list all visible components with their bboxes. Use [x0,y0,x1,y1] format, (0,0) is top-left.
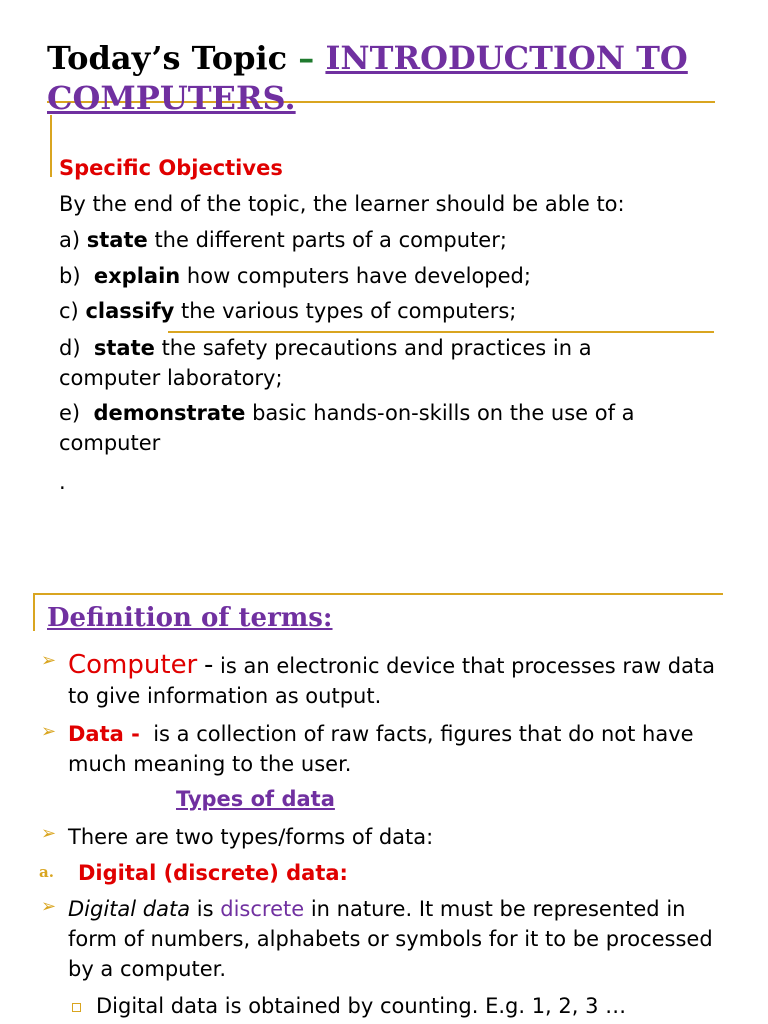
title-topic: INTRODUCTION TO COMPUTERS. [47,39,688,117]
objectives-intro: By the end of the topic, the learner should be able to: [59,192,625,216]
definition-computer [68,650,728,711]
digital-data-is: is [196,897,214,921]
objectives-trailing-period: . [59,470,66,494]
objective-text: the safety precautions and practices in a computer laboratory; [59,336,592,390]
arrow-bullet-icon: ➢ [41,650,57,671]
objective-text: how computers have developed; [186,264,531,288]
arrow-bullet-icon: ➢ [41,721,57,742]
definition-data [68,719,708,779]
digital-data-description [68,894,718,984]
arrow-bullet-icon: ➢ [41,896,57,917]
objective-marker: b) [59,264,81,288]
list-marker-a: a. [39,863,54,881]
objective-verb: state [93,336,155,360]
objectives-heading [59,153,749,183]
objective-item-b [59,261,749,291]
types-of-data-heading: Types of data [176,787,335,811]
objective-marker: e) [59,401,81,425]
objective-text: basic hands-on-skills on the use of a computer [59,401,635,455]
objective-marker: d) [59,336,81,360]
objective-text: the various types of computers; [180,299,517,323]
arrow-bullet-icon: ➢ [41,823,57,844]
objective-verb: explain [93,264,181,288]
page-title [47,38,747,118]
slide2-accent-divider [33,593,35,631]
objective-item-c [59,296,749,326]
objective-marker: c) [59,299,79,323]
objective-text: the different parts of a computer; [154,228,507,252]
objectives-heading-text: Specific Objectives [59,156,283,180]
title-prefix: Today’s Topic [47,39,288,77]
term-data: Data - [68,722,140,746]
discrete-word: discrete [220,897,305,921]
hollow-square-bullet-icon [72,1003,81,1012]
objective-marker: a) [59,228,81,252]
term-computer: Computer [68,650,198,680]
digital-data-term: Digital data [68,897,191,921]
slide-divider [33,593,723,595]
objective-item-a [59,225,749,255]
title-dash: – [298,39,315,77]
term-dash: - [203,650,214,680]
objective-verb: demonstrate [93,401,246,425]
definitions-title: Definition of terms: [47,603,333,633]
left-accent-divider [50,115,52,177]
types-intro: There are two types/forms of data: [68,825,434,849]
objective-verb: classify [85,299,175,323]
objective-item-d [59,333,659,393]
objective-item-e [59,398,699,458]
digital-data-rest: in nature. It must be represented in form of numbers, alphabets or symbols for it to be processed by a computer. [68,897,713,981]
counting-note: Digital data is obtained by counting. E.g. 1, 2, 3 … [96,994,627,1018]
objective-verb: state [86,228,148,252]
definition-text: is an electronic device that processes raw data to give information as output. [68,654,716,708]
digital-data-heading: Digital (discrete) data: [78,861,348,885]
definition-text: is a collection of raw facts, figures that do not have much meaning to the user. [68,722,694,776]
